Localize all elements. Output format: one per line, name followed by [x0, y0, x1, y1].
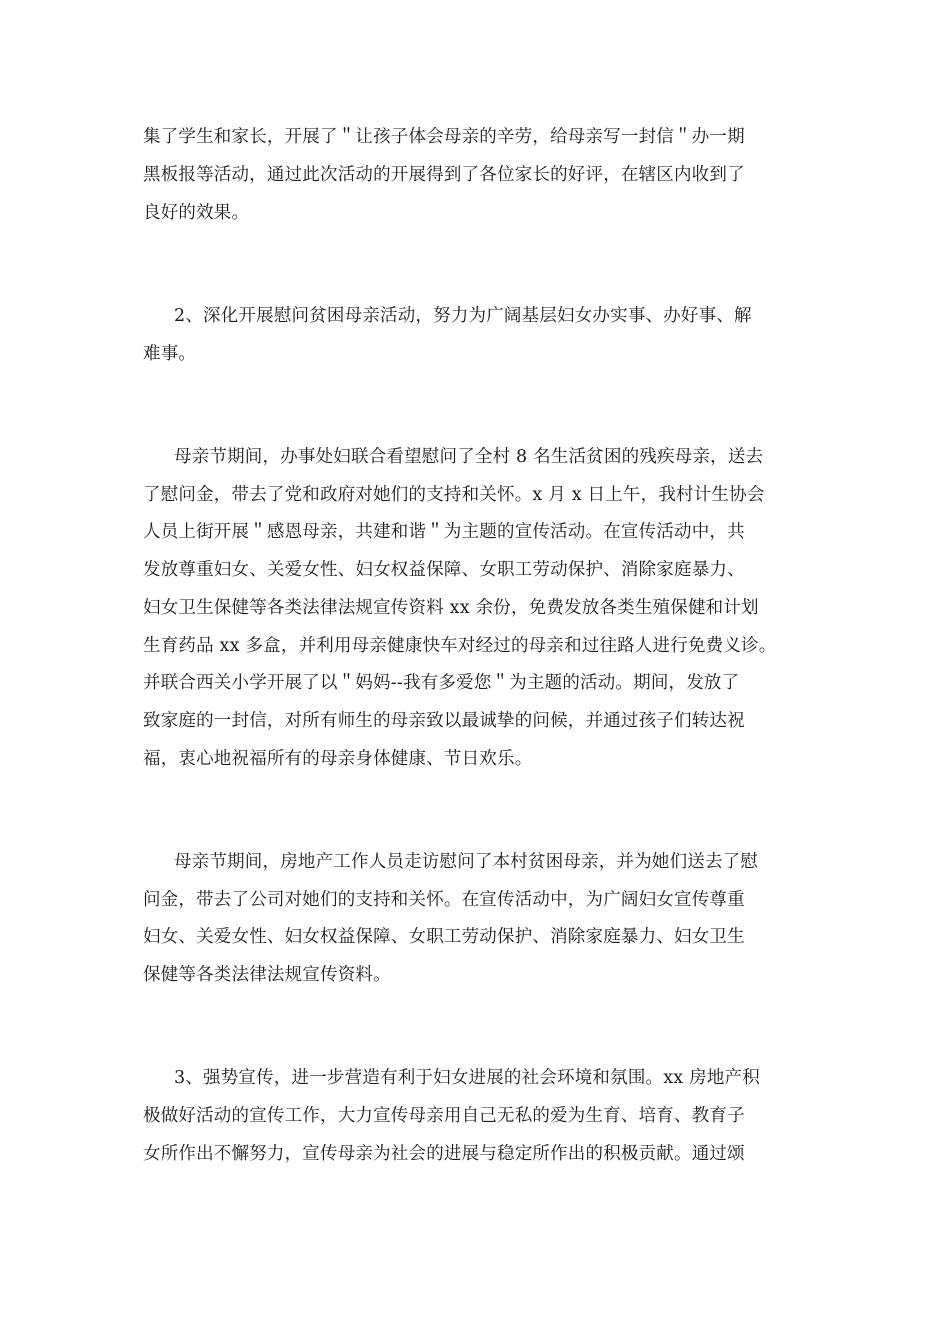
text-line: 保健等各类法律法规宣传资料。 [143, 965, 391, 985]
text-line: 母亲节期间，房地产工作人员走访慰问了本村贫困母亲，并为她们送去了慰 [174, 852, 759, 872]
text-line: 问金，带去了公司对她们的支持和关怀。在宣传活动中，为广阔妇女宣传尊重 [143, 890, 745, 910]
text-line: 良好的效果。 [143, 203, 250, 223]
text-line: 妇女、关爱女性、妇女权益保障、女职工劳动保护、消除家庭暴力、妇女卫生 [143, 927, 745, 947]
text-line: 人员上街开展＂感恩母亲，共建和谐＂为主题的宣传活动。在宣传活动中，共 [143, 522, 745, 542]
text-line: 妇女卫生保健等各类法律法规宣传资料 xx 余份，免费发放各类生殖保健和计划 [143, 598, 759, 618]
text-line: 并联合西关小学开展了以＂妈妈--我有多爱您＂为主题的活动。期间，发放了 [143, 673, 740, 693]
text-line: 母亲节期间，办事处妇联合看望慰问了全村 8 名生活贫困的残疾母亲，送去 [174, 447, 764, 467]
text-line: 难事。 [143, 344, 197, 364]
text-line: 女所作出不懈努力，宣传母亲为社会的进展与稳定所作出的积极贡献。通过颂 [143, 1144, 745, 1164]
text-line: 3、强势宣传，进一步营造有利于妇女进展的社会环境和氛围。xx 房地产积 [174, 1068, 760, 1088]
text-line: 2、深化开展慰问贫困母亲活动，努力为广阔基层妇女办实事、办好事、解 [174, 306, 752, 326]
text-line: 致家庭的一封信，对所有师生的母亲致以最诚挚的问候，并通过孩子们转达祝 [143, 711, 745, 731]
text-line: 集了学生和家长，开展了＂让孩子体会母亲的辛劳，给母亲写一封信＂办一期 [143, 127, 745, 147]
text-line: 发放尊重妇女、关爱女性、妇女权益保障、女职工劳动保护、消除家庭暴力、 [143, 560, 745, 580]
text-line: 黑板报等活动，通过此次活动的开展得到了各位家长的好评，在辖区内收到了 [143, 165, 745, 185]
text-line: 福，衷心地祝福所有的母亲身体健康、节日欢乐。 [143, 749, 533, 769]
text-line: 了慰问金，带去了党和政府对她们的支持和关怀。x 月 x 日上午，我村计生协会 [143, 485, 765, 505]
text-line: 极做好活动的宣传工作，大力宣传母亲用自己无私的爱为生育、培育、教育子 [143, 1106, 745, 1126]
text-line: 生育药品 xx 多盒，并利用母亲健康快车对经过的母亲和过往路人进行免费义诊。 [143, 636, 777, 656]
